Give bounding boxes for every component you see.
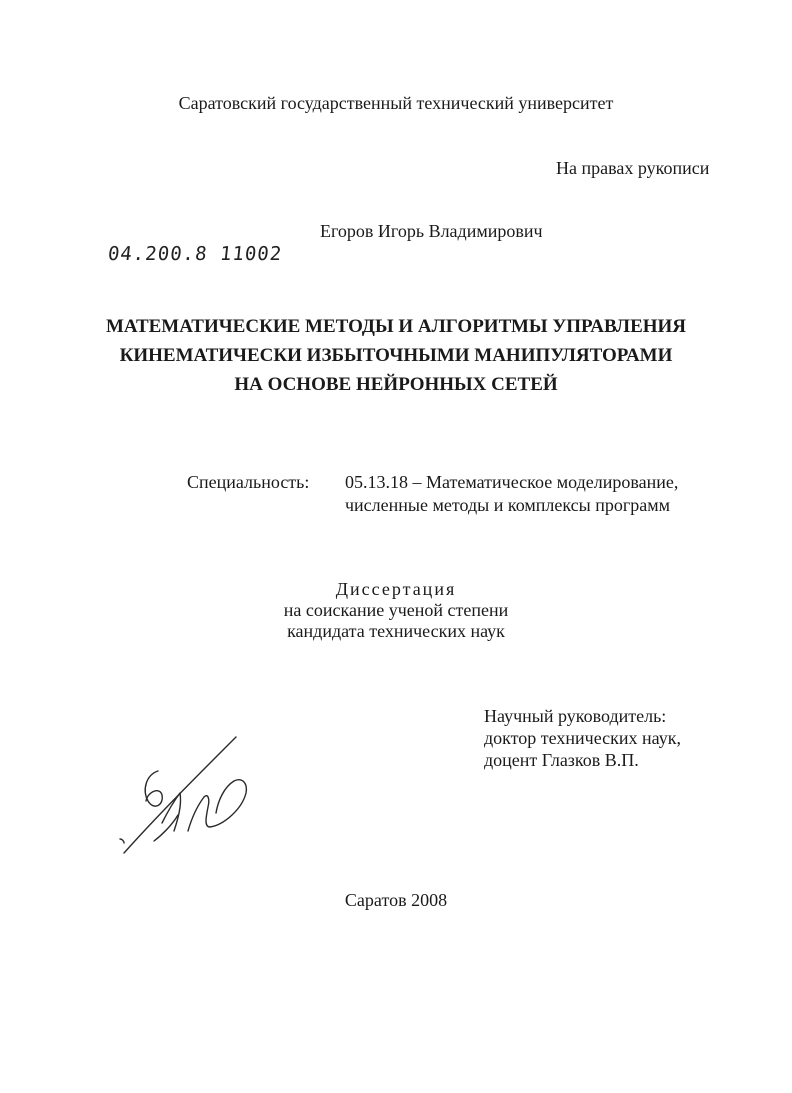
signature-icon bbox=[118, 735, 268, 860]
handwritten-signature bbox=[118, 735, 268, 865]
city-year: Саратов 2008 bbox=[344, 890, 448, 910]
specialty-line-2: численные методы и комплексы программ bbox=[345, 495, 671, 515]
specialty-label: Специальность: bbox=[187, 472, 310, 492]
degree-line-2: кандидата технических наук bbox=[287, 621, 505, 641]
registration-number-stamp: 04.200.8 11002 bbox=[106, 243, 284, 265]
title-line-1: МАТЕМАТИЧЕСКИЕ МЕТОДЫ И АЛГОРИТМЫ УПРАВЛЕНИЯ bbox=[105, 316, 687, 337]
dissertation-title bbox=[0, 312, 792, 399]
supervisor-line-3: доцент Глазков В.П. bbox=[484, 750, 639, 770]
supervisor-block bbox=[484, 705, 681, 771]
degree-statement bbox=[0, 600, 792, 642]
specialty-line-1: 05.13.18 – Математическое моделирование, bbox=[345, 472, 679, 492]
university-name: Саратовский государственный технический университет bbox=[178, 93, 614, 113]
author-name: Егоров Игорь Владимирович bbox=[320, 221, 543, 241]
manuscript-rights: На правах рукописи bbox=[556, 158, 710, 178]
specialty-value bbox=[345, 471, 678, 517]
supervisor-line-2: доктор технических наук, bbox=[484, 728, 681, 748]
title-line-2: КИНЕМАТИЧЕСКИ ИЗБЫТОЧНЫМИ МАНИПУЛЯТОРАМИ bbox=[119, 345, 673, 366]
document-type: Диссертация bbox=[335, 579, 457, 599]
supervisor-line-1: Научный руководитель: bbox=[484, 706, 667, 726]
title-line-3: НА ОСНОВЕ НЕЙРОННЫХ СЕТЕЙ bbox=[234, 374, 558, 395]
degree-line-1: на соискание ученой степени bbox=[283, 600, 509, 620]
